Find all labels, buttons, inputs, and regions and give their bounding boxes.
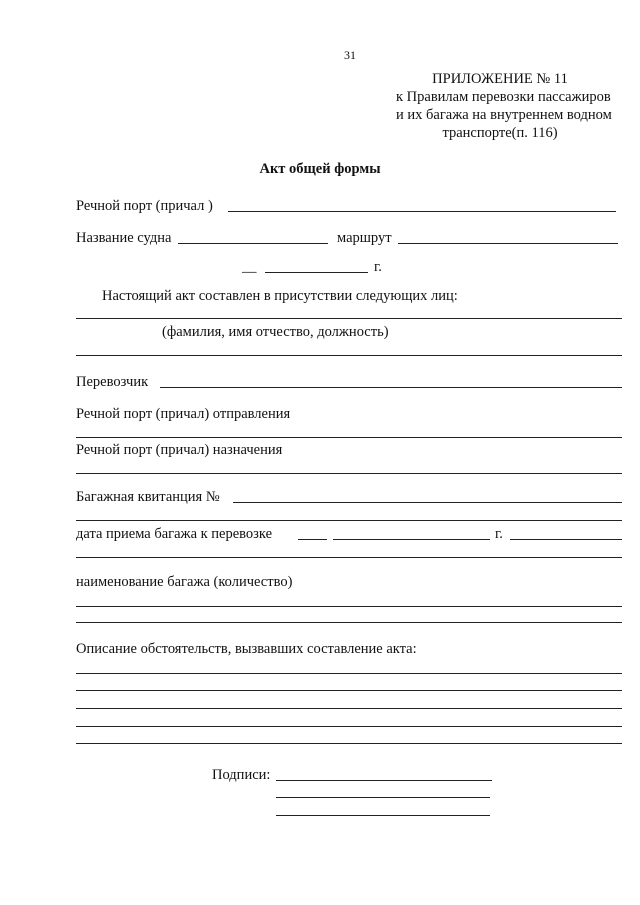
date-day-dash: __	[242, 259, 257, 275]
page-number: 31	[344, 48, 356, 62]
circumstances-label: Описание обстоятельств, вызвавших составление акта:	[76, 641, 417, 657]
receipt-label: Багажная квитанция №	[76, 489, 220, 505]
acceptance-date-label: дата приема багажа к перевозке	[76, 526, 273, 542]
circumstances-line-5[interactable]	[76, 743, 622, 744]
appendix-title: ПРИЛОЖЕНИЕ № 11	[432, 71, 568, 87]
acceptance-year-line[interactable]	[510, 539, 622, 540]
date-year-suffix: г.	[374, 259, 382, 275]
circumstances-line-1[interactable]	[76, 673, 622, 674]
baggage-line-2[interactable]	[76, 622, 622, 623]
route-line[interactable]	[398, 243, 618, 244]
vessel-label: Название судна	[76, 230, 172, 246]
route-label: маршрут	[337, 230, 392, 246]
circumstances-line-4[interactable]	[76, 726, 622, 727]
vessel-line[interactable]	[178, 243, 328, 244]
appendix-line-3: транспорте(п. 116)	[442, 125, 558, 141]
signature-line-3[interactable]	[276, 815, 490, 816]
receipt-line-2[interactable]	[76, 520, 622, 521]
baggage-line-1[interactable]	[76, 606, 622, 607]
circumstances-line-2[interactable]	[76, 690, 622, 691]
departure-port-line[interactable]	[76, 437, 622, 438]
circumstances-line-3[interactable]	[76, 708, 622, 709]
signature-line-1[interactable]	[276, 780, 492, 781]
signature-line-2[interactable]	[276, 797, 490, 798]
acceptance-day-line[interactable]	[298, 539, 327, 540]
form-heading: Акт общей формы	[259, 161, 381, 177]
date-month-line[interactable]	[265, 272, 368, 273]
port-line[interactable]	[228, 211, 616, 212]
presence-line-1[interactable]	[76, 318, 622, 319]
appendix-line-1: к Правилам перевозки пассажиров	[396, 89, 611, 105]
signatures-label: Подписи:	[212, 767, 271, 783]
presence-hint: (фамилия, имя отчество, должность)	[162, 324, 389, 340]
carrier-line[interactable]	[160, 387, 622, 388]
baggage-name-label: наименование багажа (количество)	[76, 574, 293, 590]
carrier-label: Перевозчик	[76, 374, 149, 390]
acceptance-month-line[interactable]	[333, 539, 490, 540]
appendix-line-2: и их багажа на внутреннем водном	[396, 107, 612, 123]
destination-port-label: Речной порт (причал) назначения	[76, 442, 283, 458]
departure-port-label: Речной порт (причал) отправления	[76, 406, 291, 422]
port-label: Речной порт (причал )	[76, 198, 213, 214]
presence-label: Настоящий акт составлен в присутствии следующих лиц:	[102, 288, 458, 304]
receipt-line[interactable]	[233, 502, 622, 503]
destination-port-line[interactable]	[76, 473, 622, 474]
presence-line-2[interactable]	[76, 355, 622, 356]
acceptance-line-2[interactable]	[76, 557, 622, 558]
acceptance-year-suffix: г.	[495, 526, 503, 542]
